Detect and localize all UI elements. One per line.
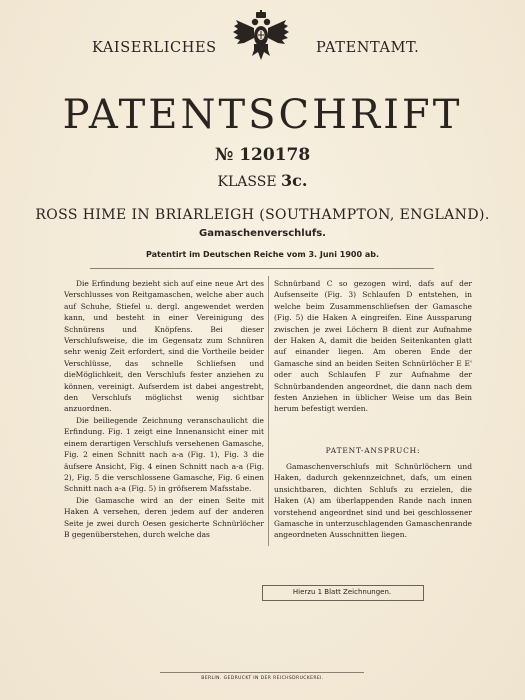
column-divider [268,276,269,546]
patent-date-line: Patentirt im Deutschen Reiche vom 3. Juni 1900 ab. [146,250,379,259]
body-column-right [274,278,472,415]
printer-footer: BERLIN. GEDRUCKT IN DER REICHSDRUCKEREI. [201,676,324,681]
inventor-line: ROSS HIME IN BRIARLEIGH (SOUTHAMPTON, ENGLAND). [35,207,490,223]
header-divider [90,268,434,269]
footer-divider [160,672,364,673]
klasse-label: KLASSE [217,174,277,190]
imperial-eagle-emblem [232,10,290,70]
paragraph: Die Gamasche wird an der einen Seite mit Haken A versehen, deren jedem auf der anderen Seite je zwei durch Oesen gesicherte Schnürlöcher B gegenüberstehen, durch welche das [64,495,264,539]
drawings-note: Hierzu 1 Blatt Zeichnungen. [292,588,392,596]
klasse-value: 3c. [281,171,308,190]
header-right: PATENTAMT. [316,40,420,56]
document-title: PATENTSCHRIFT [62,92,463,138]
claim-heading: PATENT-ANSPRUCH: [325,446,421,455]
patent-number: № 120178 [214,145,311,165]
paragraph: Schnürband C so gezogen wird, dafs auf der Aufsenseite (Fig. 3) Schlaufen D entstehen, in welche beim Zusammenschliefsen der Gamasche (Fig. 5) die Haken A eingreifen. Eine Aussparung zwischen je zwei Löchern B dient zur Aufnahme der Haken A, damit die beiden Seitenkanten glatt auf einander liegen. Am oberen Ende der Gamasche sind an beiden Seiten Schnürlöcher E E' oder auch Schlaufen F zur Aufnahme der Schnürbandenden angeordnet, die dann nach dem festen Anziehen in üblicher Weise um das Bein herum befestigt werden. [274,279,472,414]
subject-title: Gamaschenverschlufs. [199,228,326,239]
header-left: KAISERLICHES [92,40,217,56]
body-column-left [64,278,264,540]
paragraph: Die beiliegende Zeichnung veranschaulicht die Erfindung. Fig. 1 zeigt eine Innenansicht einer mit einem derartigen Verschlufs versehenen Gamasche, Fig. 2 einen Schnitt nach a-a (Fig. 1), Fig. 3 die äufsere Ansicht, Fig. 4 einen Schnitt nach a-a (Fig. 2), Fig. 5 die verschlossene Gamasche, Fig. 6 einen Schnitt nach a-a (Fig. 5) in gröfserem Mafsstabe. [64,415,264,494]
patent-class [0,171,525,190]
paragraph: Gamaschenverschlufs mit Schnürlöchern und Haken, dadurch gekennzeichnet, dafs, um einen unsichtbaren, dichten Schlufs zu erzielen, die Haken (A) am überlappenden Rande nach innen vorstehend angeordnet sind und bei geschlossener Gamasche in unterzuschlagenden Gamaschenrande angeordneten Ausschnitten liegen. [274,462,472,540]
claim-text [274,461,472,541]
paragraph: Die Erfindung bezieht sich auf eine neue Art des Verschlusses von Reitgamaschen, welche aber auch auf Schuhe, Stiefel u. dergl. angewendet werden kann, und besteht in einer Vereinigung des Schnürens und Knöpfens. Bei dieser Verschlufsweise, die im Gegensatz zum Schnüren sehr wenig Zeit erfordert, sind die Vortheile beider Verschlüsse, das schnelle Schliefsen und dieMöglichkeit, den Verschlufs fester anziehen zu können, vereinigt. Aufserdem ist dabei angestrebt, den Verschlufs möglichst wenig sichtbar anzuordnen. [64,279,264,414]
